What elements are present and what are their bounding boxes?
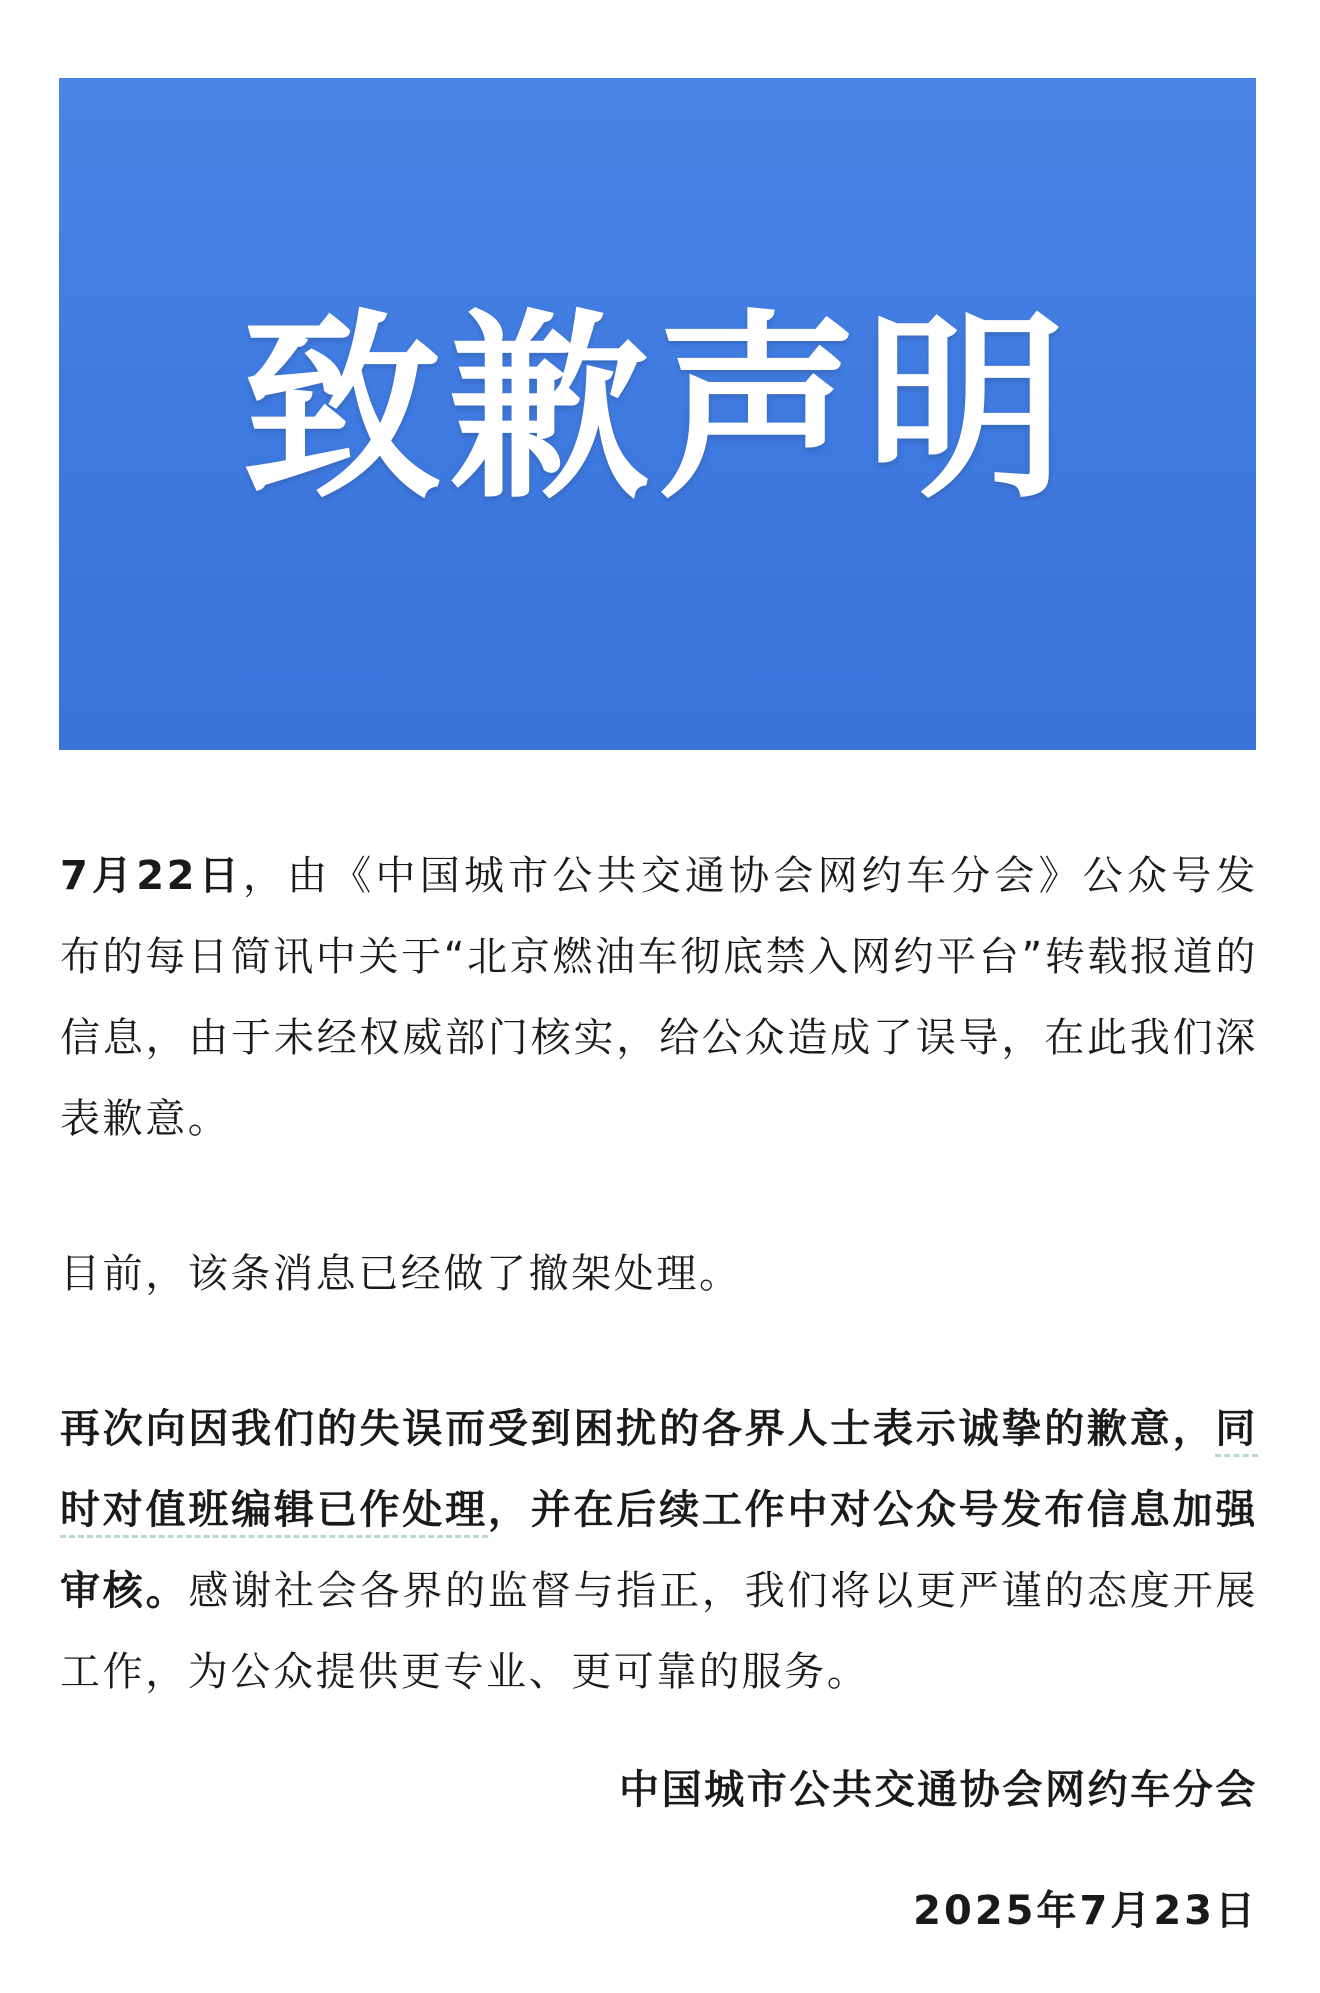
paragraph-apology [60,1389,1258,1713]
incident-date: 7月22日 [60,853,243,899]
incident-text: ，由《中国城市公共交通协会网约车分会》公众号发布的每日简讯中关于“北京燃油车彻底禁入网约平台”转载报道的信息，由于未经权威部门核实，给公众造成了误导，在此我们深表歉意。 [60,853,1258,1142]
paragraph-incident [60,836,1258,1160]
statement-body [60,836,1258,1713]
apology-bold-text-1: 再次向因我们的失误而受到困扰的各界人士表示诚挚的歉意， [60,1406,1216,1452]
apology-normal-text: 感谢社会各界的监督与指正，我们将以更严谨的态度开展工作，为公众提供更专业、更可靠的服务。 [60,1568,1259,1695]
banner-title: 致歉声明 [241,293,1074,526]
paragraph-status [60,1234,1258,1315]
signature-organization: 中国城市公共交通协会网约车分会 [619,1767,1258,1813]
apology-underlined-text: 同时对值班编辑已作处理 [60,1406,1258,1538]
status-text: 目前，该条消息已经做了撤架处理。 [60,1251,742,1297]
apology-bold-text-2: ，并在后续工作中对公众号发布信息加强审核。 [60,1487,1258,1614]
signature-date: 2025年7月23日 [913,1888,1258,1934]
header-banner [59,78,1256,750]
